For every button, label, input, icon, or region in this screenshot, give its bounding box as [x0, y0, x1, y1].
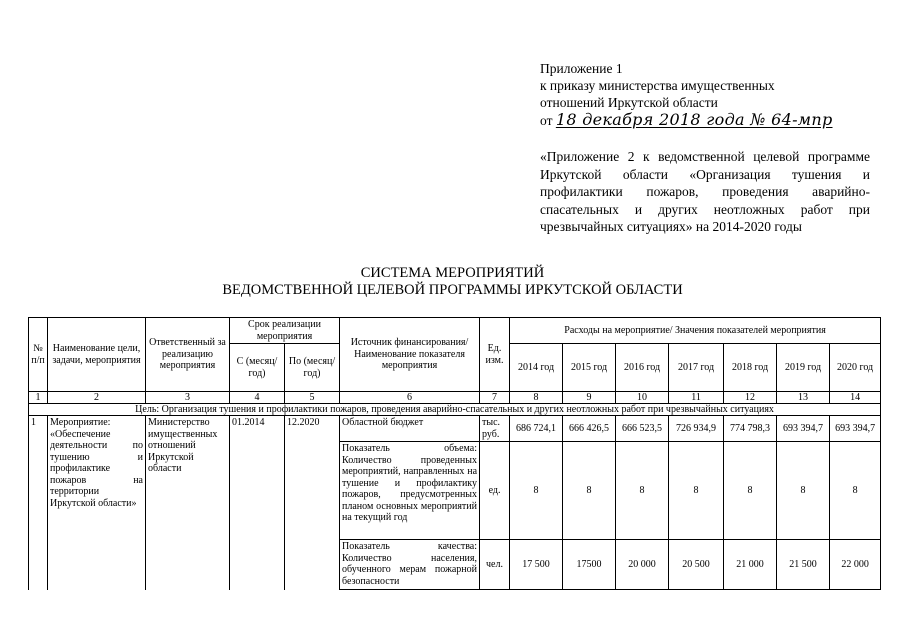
column-numbers-row [29, 392, 881, 404]
value-cell: 693 394,7 [777, 416, 830, 442]
measures-table [28, 317, 881, 590]
measure-name: Мероприятие: «Обеспечение деятельности по тушению и профилактике пожаров на территории Иркутской области» [48, 416, 146, 590]
unit-cell: тыс. руб. [480, 416, 510, 442]
col-number: 1 [29, 392, 48, 404]
value-cell: 774 798,3 [724, 416, 777, 442]
value-cell: 8 [669, 442, 724, 540]
goal-text: Цель: Организация тушения и профилактики пожаров, проведения аварийно-спасательных и других неотложных работ при чрезвычайных ситуациях [29, 404, 881, 416]
header-source: Источник финансирования/ Наименование показателя мероприятия [340, 318, 480, 392]
volume-indicator: Показатель объема: Количество проведенных мероприятий, направленных на тушение и профилактику пожаров, предусмотренных планом основных мероприятий на текущий год [340, 442, 480, 540]
value-cell: 8 [563, 442, 616, 540]
header-unit: Ед. изм. [480, 318, 510, 392]
value-cell: 20 500 [669, 540, 724, 590]
col-number: 5 [285, 392, 340, 404]
row-number: 1 [29, 416, 48, 590]
value-cell: 8 [616, 442, 669, 540]
appendix-1-date-line [540, 111, 870, 129]
document-title-line-2: ВЕДОМСТВЕННОЙ ЦЕЛЕВОЙ ПРОГРАММЫ ИРКУТСКОЙ ОБЛАСТИ [222, 282, 683, 298]
quality-indicator: Показатель качества: Количество населения, обученного мерам пожарной безопасности [340, 540, 480, 590]
value-cell: 686 724,1 [510, 416, 563, 442]
from-label: от [540, 113, 553, 128]
col-number: 13 [777, 392, 830, 404]
header-name: Наименование цели, задачи, мероприятия [48, 318, 146, 392]
value-cell: 693 394,7 [830, 416, 881, 442]
unit-cell: ед. [480, 442, 510, 540]
header-year-2016: 2016 год [616, 344, 669, 392]
header-year-2014: 2014 год [510, 344, 563, 392]
appendix-1-ministry-line: отношений Иркутской области [540, 95, 718, 110]
col-number: 2 [48, 392, 146, 404]
col-number: 10 [616, 392, 669, 404]
unit-cell: чел. [480, 540, 510, 590]
value-cell: 8 [724, 442, 777, 540]
value-cell: 8 [510, 442, 563, 540]
value-cell: 8 [830, 442, 881, 540]
value-cell: 20 000 [616, 540, 669, 590]
appendix-1-block [540, 60, 870, 129]
value-cell: 8 [777, 442, 830, 540]
header-num: № п/п [29, 318, 48, 392]
col-number: 12 [724, 392, 777, 404]
col-number: 14 [830, 392, 881, 404]
col-number: 11 [669, 392, 724, 404]
value-cell: 666 523,5 [616, 416, 669, 442]
responsible-executor: Министерство имущественных отношений Иркутской области [146, 416, 230, 590]
header-responsible: Ответственный за реализацию мероприятия [146, 318, 230, 392]
header-year-2015: 2015 год [563, 344, 616, 392]
appendix-2-block: «Приложение 2 к ведомственной целевой программе Иркутской области «Организация тушения и профилактики пожаров, проведения аварийно-спасательных и других неотложных работ при чрезвычайных ситуациях» на 2014-2020 годы [540, 149, 870, 234]
goal-row [29, 404, 881, 416]
value-cell: 22 000 [830, 540, 881, 590]
col-number: 7 [480, 392, 510, 404]
header-year-2020: 2020 год [830, 344, 881, 392]
value-cell: 21 500 [777, 540, 830, 590]
header-expenses: Расходы на мероприятие/ Значения показателей мероприятия [510, 318, 881, 344]
appendix-1-order-line: к приказу министерства имущественных [540, 78, 775, 93]
header-year-2019: 2019 год [777, 344, 830, 392]
header-period: Срок реализации мероприятия [230, 318, 340, 344]
col-number: 4 [230, 392, 285, 404]
col-number: 9 [563, 392, 616, 404]
value-cell: 21 000 [724, 540, 777, 590]
header-to: По (месяц/ год) [285, 344, 340, 392]
header-year-2018: 2018 год [724, 344, 777, 392]
value-cell: 17500 [563, 540, 616, 590]
appendix-1-heading: Приложение 1 [540, 61, 623, 76]
period-from: 01.2014 [230, 416, 285, 590]
value-cell: 666 426,5 [563, 416, 616, 442]
value-cell: 17 500 [510, 540, 563, 590]
table-row [29, 416, 881, 442]
header-row-1 [29, 318, 881, 344]
col-number: 8 [510, 392, 563, 404]
handwritten-date-number: 18 декабря 2018 года № 64-мпр [555, 110, 833, 129]
funding-source: Областной бюджет [340, 416, 480, 442]
col-number: 3 [146, 392, 230, 404]
value-cell: 726 934,9 [669, 416, 724, 442]
col-number: 6 [340, 392, 480, 404]
header-from: С (месяц/ год) [230, 344, 285, 392]
header-year-2017: 2017 год [669, 344, 724, 392]
document-title-line-1: СИСТЕМА МЕРОПРИЯТИЙ [360, 265, 545, 281]
period-to: 12.2020 [285, 416, 340, 590]
